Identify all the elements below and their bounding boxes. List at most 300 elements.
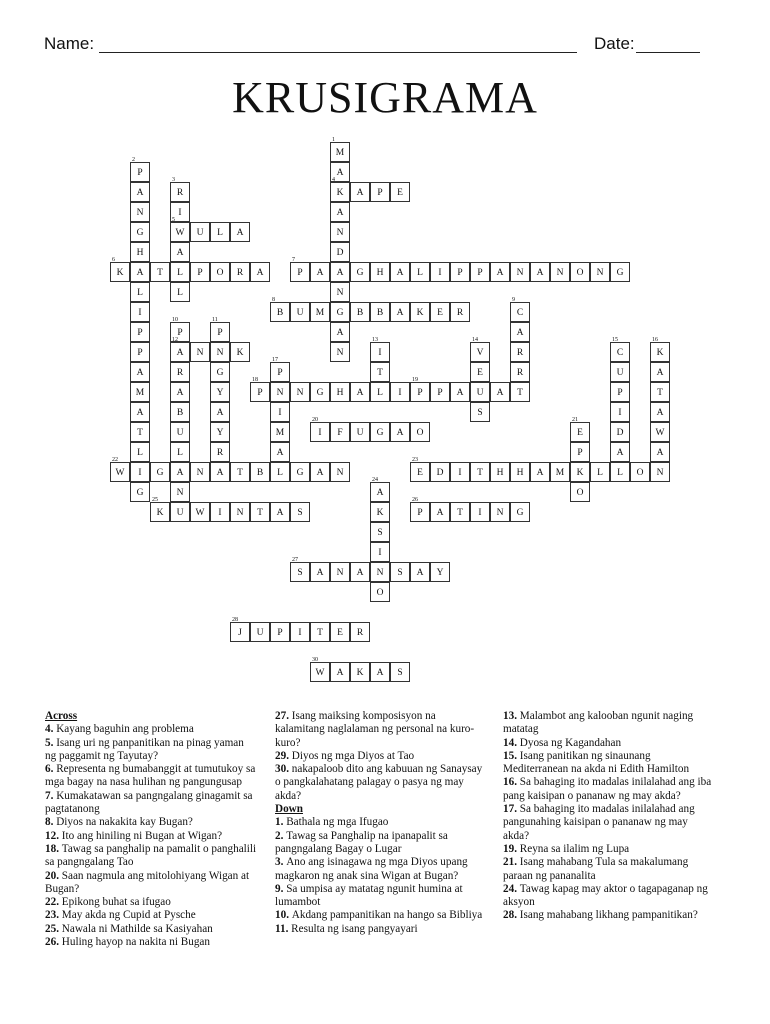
grid-cell[interactable] (290, 462, 310, 482)
cell-letter: A (216, 468, 224, 478)
grid-cell[interactable] (230, 462, 250, 482)
grid-cell[interactable] (350, 262, 370, 282)
clue-item (275, 883, 487, 910)
grid-cell[interactable] (270, 502, 290, 522)
grid-cell[interactable] (290, 622, 310, 642)
grid-cell[interactable] (130, 322, 150, 342)
grid-cell[interactable] (390, 302, 410, 322)
cell-letter: Y (216, 428, 224, 438)
grid-cell[interactable] (170, 462, 190, 482)
cell-letter: W (315, 668, 325, 678)
cell-letter: P (257, 388, 263, 398)
grid-cell[interactable] (410, 262, 430, 282)
grid-cell[interactable] (590, 462, 610, 482)
grid-cell[interactable] (170, 482, 190, 502)
grid-cell[interactable] (650, 382, 670, 402)
grid-cell[interactable] (310, 302, 330, 322)
grid-cell[interactable] (510, 262, 530, 282)
clues-column-3 (503, 710, 715, 923)
grid-cell[interactable] (310, 262, 330, 282)
grid-cell[interactable] (370, 382, 390, 402)
cell-letter: I (278, 408, 282, 418)
cell-letter: L (277, 468, 283, 478)
grid-cell[interactable] (270, 622, 290, 642)
grid-cell[interactable] (230, 617, 250, 642)
grid-cell[interactable] (170, 242, 190, 262)
grid-cell[interactable] (510, 322, 530, 342)
grid-cell[interactable] (370, 542, 390, 562)
cell-letter: K (416, 308, 424, 318)
cell-letter: S (397, 668, 403, 678)
grid-cell[interactable] (570, 482, 590, 502)
grid-cell[interactable] (350, 562, 370, 582)
cell-letter: T (157, 268, 163, 278)
grid-cell[interactable] (210, 442, 230, 462)
grid-cell[interactable] (250, 377, 270, 402)
grid-cell[interactable] (170, 282, 190, 302)
clue-item-number: 19. (503, 842, 520, 855)
grid-cell[interactable] (510, 342, 530, 362)
grid-cell[interactable] (130, 402, 150, 422)
grid-cell[interactable] (170, 422, 190, 442)
cell-letter: B (376, 308, 384, 318)
grid-cell[interactable] (570, 417, 590, 442)
grid-cell[interactable] (510, 502, 530, 522)
down-clue-list-continued (503, 710, 715, 923)
grid-cell[interactable] (270, 357, 290, 382)
grid-cell[interactable] (330, 202, 350, 222)
grid-cell[interactable] (350, 182, 370, 202)
grid-cell[interactable] (170, 382, 190, 402)
grid-cell[interactable] (590, 262, 610, 282)
cell-letter: B (176, 408, 184, 418)
grid-cell[interactable] (150, 462, 170, 482)
cell-letter: A (176, 468, 184, 478)
cell-letter: K (656, 348, 664, 358)
cell-letter: A (376, 668, 384, 678)
grid-cell[interactable] (130, 422, 150, 442)
grid-cell[interactable] (330, 562, 350, 582)
clue-item-number: 18. (45, 842, 62, 855)
grid-cell[interactable] (210, 502, 230, 522)
cell-letter: N (336, 288, 344, 298)
clue-item (503, 856, 715, 883)
clue-item-text: Ito ang hiniling ni Bugan at Wigan? (61, 829, 223, 842)
cell-letter: A (136, 408, 144, 418)
grid-cell[interactable] (650, 462, 670, 482)
grid-cell[interactable] (230, 502, 250, 522)
grid-cell[interactable] (210, 422, 230, 442)
cell-letter: A (616, 448, 624, 458)
cell-letter: R (356, 628, 364, 638)
grid-cell[interactable] (170, 362, 190, 382)
grid-cell[interactable] (650, 337, 670, 362)
grid-cell[interactable] (230, 222, 250, 242)
cell-letter: L (597, 468, 603, 478)
grid-cell[interactable] (130, 222, 150, 242)
grid-cell[interactable] (330, 177, 350, 202)
cell-letter: I (178, 208, 182, 218)
grid-cell[interactable] (130, 242, 150, 262)
clue-number: 18 (252, 377, 258, 383)
cell-letter: U (296, 308, 304, 318)
grid-cell[interactable] (390, 662, 410, 682)
grid-cell[interactable] (210, 362, 230, 382)
cell-letter: U (356, 428, 364, 438)
cell-letter: K (336, 188, 344, 198)
grid-cell[interactable] (350, 622, 370, 642)
grid-cell[interactable] (310, 562, 330, 582)
cell-letter: A (176, 348, 184, 358)
grid-cell[interactable] (330, 262, 350, 282)
grid-cell[interactable] (390, 182, 410, 202)
grid-cell[interactable] (130, 202, 150, 222)
grid-cell[interactable] (650, 442, 670, 462)
cell-letter: A (276, 508, 284, 518)
grid-cell[interactable] (410, 562, 430, 582)
grid-cell[interactable] (130, 442, 150, 462)
grid-cell[interactable] (130, 482, 150, 502)
grid-cell[interactable] (530, 462, 550, 482)
clue-item-text: Sa umpisa ay matatag ngunit humina at lumambot (275, 882, 463, 909)
clue-item-number: 22. (45, 896, 62, 909)
grid-cell[interactable] (370, 582, 390, 602)
grid-cell[interactable] (190, 262, 210, 282)
grid-cell[interactable] (370, 302, 390, 322)
grid-cell[interactable] (150, 262, 170, 282)
grid-cell[interactable] (310, 382, 330, 402)
grid-cell[interactable] (210, 402, 230, 422)
crossword-grid (110, 137, 665, 688)
grid-cell[interactable] (390, 262, 410, 282)
grid-cell[interactable] (650, 402, 670, 422)
grid-cell[interactable] (130, 157, 150, 182)
grid-cell[interactable] (490, 262, 510, 282)
grid-cell[interactable] (410, 302, 430, 322)
grid-cell[interactable] (610, 262, 630, 282)
cell-letter: A (536, 268, 544, 278)
name-field[interactable] (99, 52, 577, 53)
grid-cell[interactable] (250, 262, 270, 282)
grid-cell[interactable] (370, 477, 390, 502)
cell-letter: M (275, 428, 285, 438)
cell-letter: R (236, 268, 244, 278)
grid-cell[interactable] (290, 557, 310, 582)
grid-cell[interactable] (250, 502, 270, 522)
date-field[interactable] (636, 52, 700, 53)
grid-cell[interactable] (170, 177, 190, 202)
grid-cell[interactable] (190, 462, 210, 482)
grid-cell[interactable] (270, 442, 290, 462)
grid-cell[interactable] (390, 382, 410, 402)
clue-number: 13 (372, 337, 378, 343)
grid-cell[interactable] (430, 382, 450, 402)
cell-letter: N (196, 468, 204, 478)
grid-cell[interactable] (310, 462, 330, 482)
clue-item (275, 763, 487, 803)
grid-cell[interactable] (330, 222, 350, 242)
cell-letter: L (177, 268, 183, 278)
clue-number: 25 (152, 497, 158, 503)
cell-letter: I (618, 408, 622, 418)
grid-cell[interactable] (370, 522, 390, 542)
grid-cell[interactable] (470, 262, 490, 282)
cell-letter: N (336, 568, 344, 578)
grid-cell[interactable] (110, 257, 130, 282)
grid-cell[interactable] (510, 382, 530, 402)
clue-number: 1 (332, 137, 335, 143)
grid-cell[interactable] (490, 382, 510, 402)
grid-cell[interactable] (370, 337, 390, 362)
grid-cell[interactable] (230, 342, 250, 362)
clue-item (503, 883, 715, 910)
clue-item-number: 26. (45, 936, 62, 949)
cell-letter: S (297, 508, 303, 518)
grid-cell[interactable] (430, 502, 450, 522)
grid-cell[interactable] (290, 302, 310, 322)
cell-letter: P (477, 268, 483, 278)
grid-cell[interactable] (130, 182, 150, 202)
grid-cell[interactable] (330, 342, 350, 362)
grid-cell[interactable] (170, 502, 190, 522)
grid-cell[interactable] (510, 462, 530, 482)
grid-cell[interactable] (210, 342, 230, 362)
grid-cell[interactable] (570, 262, 590, 282)
grid-cell[interactable] (450, 382, 470, 402)
grid-cell[interactable] (130, 382, 150, 402)
cell-letter: O (576, 488, 584, 498)
grid-cell[interactable] (470, 382, 490, 402)
clue-item-text: Akdang pampanitikan na hango sa Bibliya (291, 909, 483, 922)
cell-letter: A (456, 388, 464, 398)
grid-cell[interactable] (330, 322, 350, 342)
grid-cell[interactable] (570, 442, 590, 462)
grid-cell[interactable] (410, 377, 430, 402)
grid-cell[interactable] (270, 462, 290, 482)
grid-cell[interactable] (270, 382, 290, 402)
cell-letter: N (196, 348, 204, 358)
grid-cell[interactable] (370, 182, 390, 202)
cell-letter: G (136, 228, 144, 238)
grid-cell[interactable] (370, 262, 390, 282)
grid-cell[interactable] (550, 262, 570, 282)
cell-letter: E (337, 628, 343, 638)
grid-cell[interactable] (310, 622, 330, 642)
grid-cell[interactable] (550, 462, 570, 482)
grid-cell[interactable] (170, 442, 190, 462)
cell-letter: N (496, 508, 504, 518)
grid-cell[interactable] (190, 342, 210, 362)
grid-cell[interactable] (650, 362, 670, 382)
cell-letter: A (176, 248, 184, 258)
grid-cell[interactable] (430, 562, 450, 582)
cell-letter: G (216, 368, 224, 378)
grid-cell[interactable] (350, 422, 370, 442)
grid-cell[interactable] (270, 422, 290, 442)
grid-cell[interactable] (430, 462, 450, 482)
grid-cell[interactable] (330, 382, 350, 402)
grid-cell[interactable] (470, 362, 490, 382)
clue-item-text: Tawag sa panghalip na pamalit o panghalili sa pangngalang Tao (45, 842, 257, 869)
grid-cell[interactable] (390, 562, 410, 582)
grid-cell[interactable] (370, 362, 390, 382)
grid-cell[interactable] (330, 422, 350, 442)
grid-cell[interactable] (610, 442, 630, 462)
grid-cell[interactable] (190, 222, 210, 242)
grid-cell[interactable] (330, 302, 350, 322)
grid-cell[interactable] (450, 502, 470, 522)
grid-cell[interactable] (490, 502, 510, 522)
grid-cell[interactable] (330, 282, 350, 302)
clue-item-text: Representa ng bumabanggit at tumutukoy sa mga bagay na nasa hulihan ng pangungusap (45, 763, 256, 789)
clue-item-number: 20. (45, 869, 62, 882)
clue-number: 26 (412, 497, 418, 503)
clue-item-number: 10. (275, 909, 292, 922)
cell-letter: U (256, 628, 264, 638)
grid-cell[interactable] (330, 662, 350, 682)
clue-item (45, 870, 257, 897)
grid-cell[interactable] (350, 382, 370, 402)
cell-letter: N (556, 268, 564, 278)
grid-cell[interactable] (170, 402, 190, 422)
grid-cell[interactable] (270, 297, 290, 322)
grid-cell[interactable] (410, 422, 430, 442)
cell-letter: A (316, 268, 324, 278)
grid-cell[interactable] (570, 462, 590, 482)
grid-cell[interactable] (510, 297, 530, 322)
grid-cell[interactable] (510, 362, 530, 382)
grid-cell[interactable] (370, 422, 390, 442)
cell-letter: A (236, 228, 244, 238)
grid-cell[interactable] (210, 262, 230, 282)
grid-cell[interactable] (190, 502, 210, 522)
grid-cell[interactable] (370, 662, 390, 682)
cell-letter: S (297, 568, 303, 578)
cell-letter: A (176, 388, 184, 398)
grid-cell[interactable] (290, 382, 310, 402)
grid-cell[interactable] (130, 302, 150, 322)
clue-item-number: 2. (275, 829, 287, 842)
cell-letter: K (156, 508, 164, 518)
grid-cell[interactable] (430, 262, 450, 282)
grid-cell[interactable] (610, 402, 630, 422)
cell-letter: A (336, 208, 344, 218)
cell-letter: P (417, 508, 423, 518)
cell-letter: K (116, 268, 124, 278)
cell-letter: E (397, 188, 403, 198)
grid-cell[interactable] (290, 502, 310, 522)
header (44, 34, 704, 60)
grid-cell[interactable] (170, 337, 190, 362)
clue-item-number: 24. (503, 882, 520, 895)
grid-cell[interactable] (490, 462, 510, 482)
grid-cell[interactable] (210, 382, 230, 402)
cell-letter: P (377, 188, 383, 198)
grid-cell[interactable] (130, 462, 150, 482)
clue-number: 19 (412, 377, 418, 383)
grid-cell[interactable] (250, 462, 270, 482)
grid-cell[interactable] (210, 222, 230, 242)
cell-letter: G (516, 508, 524, 518)
grid-cell[interactable] (450, 302, 470, 322)
grid-cell[interactable] (210, 317, 230, 342)
grid-cell[interactable] (110, 457, 130, 482)
grid-cell[interactable] (130, 342, 150, 362)
grid-cell[interactable] (610, 337, 630, 362)
grid-cell[interactable] (610, 462, 630, 482)
grid-cell[interactable] (350, 662, 370, 682)
cell-letter: A (216, 408, 224, 418)
grid-cell[interactable] (270, 402, 290, 422)
clue-item-number: 11. (275, 922, 292, 935)
grid-cell[interactable] (150, 497, 170, 522)
grid-cell[interactable] (450, 462, 470, 482)
clue-item-number: 15. (503, 749, 520, 762)
cell-letter: T (257, 508, 263, 518)
clue-item-number: 8. (45, 816, 57, 829)
grid-cell[interactable] (470, 402, 490, 422)
cell-letter: I (138, 468, 142, 478)
grid-cell[interactable] (390, 422, 410, 442)
grid-cell[interactable] (530, 262, 550, 282)
grid-cell[interactable] (130, 262, 150, 282)
grid-cell[interactable] (470, 337, 490, 362)
cell-letter: P (137, 328, 143, 338)
grid-cell[interactable] (610, 422, 630, 442)
grid-cell[interactable] (430, 302, 450, 322)
grid-cell[interactable] (450, 262, 470, 282)
grid-cell[interactable] (230, 262, 250, 282)
grid-cell[interactable] (170, 262, 190, 282)
grid-cell[interactable] (330, 622, 350, 642)
cell-letter: P (577, 448, 583, 458)
grid-cell[interactable] (470, 462, 490, 482)
cell-letter: I (458, 468, 462, 478)
grid-cell[interactable] (310, 657, 330, 682)
grid-cell[interactable] (330, 462, 350, 482)
cell-letter: P (417, 388, 423, 398)
grid-cell[interactable] (610, 382, 630, 402)
cell-letter: N (296, 388, 304, 398)
grid-cell[interactable] (410, 457, 430, 482)
grid-cell[interactable] (470, 502, 490, 522)
grid-cell[interactable] (130, 362, 150, 382)
clue-item (45, 816, 257, 829)
cell-letter: Y (216, 388, 224, 398)
grid-cell[interactable] (350, 302, 370, 322)
cell-letter: I (378, 348, 382, 358)
grid-cell[interactable] (650, 422, 670, 442)
clue-item-number: 13. (503, 710, 520, 722)
grid-cell[interactable] (330, 242, 350, 262)
grid-cell[interactable] (250, 622, 270, 642)
grid-cell[interactable] (630, 462, 650, 482)
grid-cell[interactable] (130, 282, 150, 302)
clue-item-text: Kayang baguhin ang problema (56, 723, 194, 736)
grid-cell[interactable] (310, 417, 330, 442)
grid-cell[interactable] (210, 462, 230, 482)
grid-cell[interactable] (370, 562, 390, 582)
clue-item (45, 723, 257, 736)
cell-letter: L (137, 448, 143, 458)
grid-cell[interactable] (330, 137, 350, 162)
clue-item-number: 3. (275, 856, 287, 869)
grid-cell[interactable] (370, 502, 390, 522)
grid-cell[interactable] (410, 497, 430, 522)
grid-cell[interactable] (610, 362, 630, 382)
grid-cell[interactable] (290, 257, 310, 282)
grid-cell[interactable] (170, 217, 190, 242)
